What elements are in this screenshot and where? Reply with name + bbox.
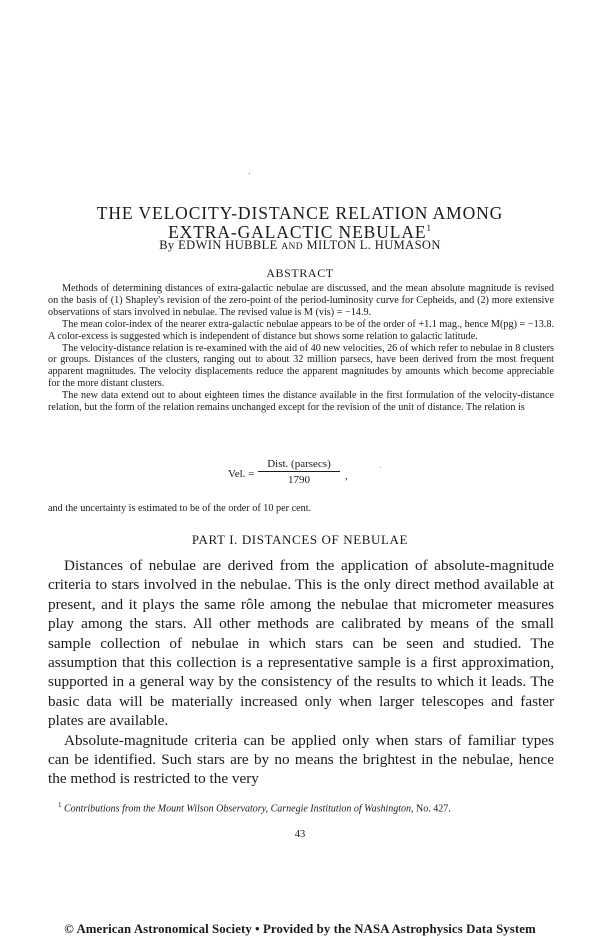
author-byline: By EDWIN HUBBLE AND MILTON L. HUMASON <box>159 238 441 252</box>
main-text <box>48 556 554 789</box>
formula-fraction <box>258 458 340 486</box>
ads-credit-line: © American Astronomical Society • Provided by the NASA Astrophysics Data System <box>64 922 536 936</box>
footnote-marker: 1 <box>58 801 62 809</box>
scan-speck <box>249 173 250 174</box>
page-number: 43 <box>294 829 306 840</box>
footnote <box>48 799 554 815</box>
formula-lhs: Vel. = <box>228 468 255 480</box>
velocity-distance-formula <box>228 458 388 498</box>
body-paragraph: Distances of nebulae are derived from the application of absolute-magnitude criteria to stars involved in the nebulae. This is the only direct method available at present, and it plays the same rôle among the nebulae that micrometer measures play among the stars. All other methods are calibrated by means of the small sample collection of nebulae in which stars can be seen and studied. The assumption that this collection is a representative sample is a first approximation, supported in a general way by the consistency of the results to which it leads. The basic data will be materially increased only when larger telescopes and faster plates are available. <box>48 557 554 730</box>
abstract-paragraph: Methods of determining distances of extra-galactic nebulae are discussed, and the mean absolute magnitude is revised on the basis of (1) Shapley's revision of the zero-point of the period-luminosity curve for Cepheids, and (2) more extensive observations of stars involved in nebulae. The revised value is M (vis) = −14.9. <box>48 283 554 318</box>
abstract-body <box>48 283 554 414</box>
abstract-heading: ABSTRACT <box>266 266 334 280</box>
abstract-closing: and the uncertainty is estimated to be of the order of 10 per cent. <box>48 503 312 514</box>
formula-numerator: Dist. (parsecs) <box>258 458 340 472</box>
scan-speck <box>380 467 381 468</box>
article-title-line-2: EXTRA-GALACTIC NEBULAE$^1$ <box>168 222 432 242</box>
abstract-paragraph: The mean color-index of the nearer extra-galactic nebulae appears to be of the order of +1.1 mag., hence M(pg) = −13.8. A color-excess is suggested which is independent of distance but shows some relation to galactic latitude. <box>48 318 554 342</box>
abstract-paragraph: The velocity-distance relation is re-examined with the aid of 40 new velocities, 26 of which refer to nebulae in 8 clusters or groups. Distances of the clusters, ranging out to about 32 million parsecs, have been derived from the most frequent apparent magnitudes. The velocity displacements reduce the apparent magnitudes by amounts which become appreciable for the more distant clusters. <box>48 342 554 390</box>
abstract-paragraph: The new data extend out to about eighteen times the distance available in the first formulation of the velocity-distance relation, but the form of the relation remains unchanged except for the revision of the unit of distance. The relation is <box>48 390 554 414</box>
title-footnote-marker: 1 <box>426 223 432 234</box>
footnote-text: No. 427. <box>413 803 451 815</box>
formula-comma: , <box>345 470 348 482</box>
article-title-line-1: THE VELOCITY-DISTANCE RELATION AMONG <box>96 203 504 223</box>
formula-denominator: 1790 <box>288 474 310 486</box>
footnote-italic-text: Contributions from the Mount Wilson Observatory, Carnegie Institution of Washington, <box>64 803 414 815</box>
body-paragraph: Absolute-magnitude criteria can be applied only when stars of familiar types can be identified. Such stars are by no means the brightest in the nebulae, hence the method is restricted to the very <box>48 731 554 788</box>
section-heading: PART I. DISTANCES OF NEBULAE <box>191 532 409 547</box>
